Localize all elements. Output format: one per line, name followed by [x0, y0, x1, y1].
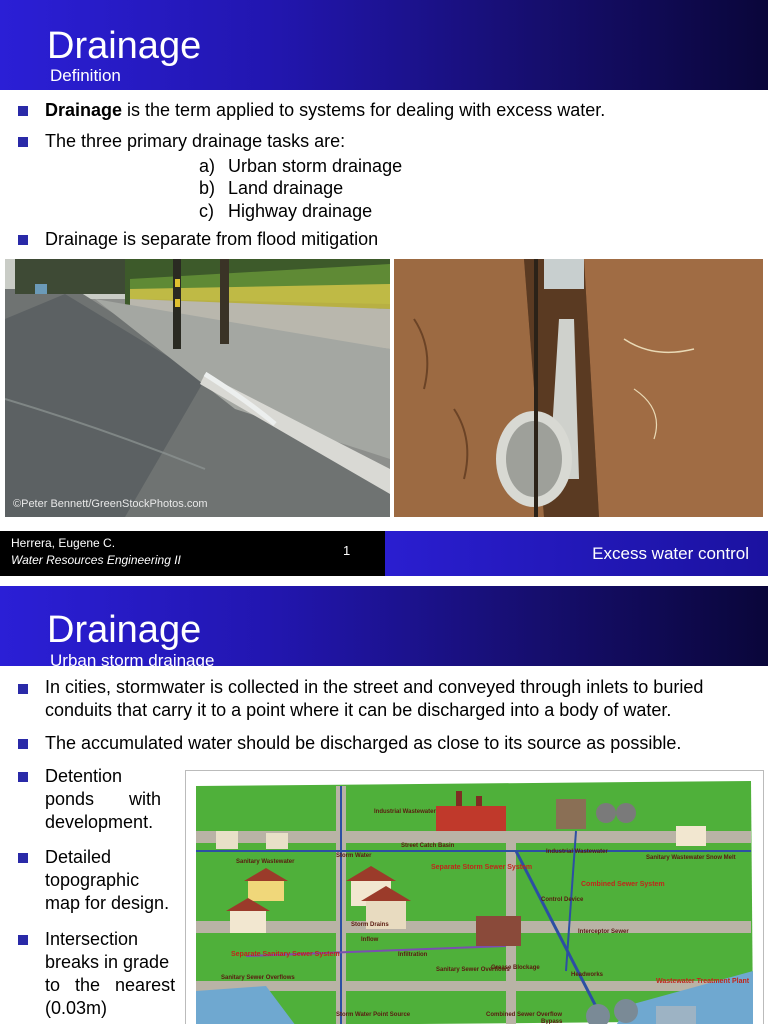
bullet-text: The accumulated water should be discharged as close to its source as possible. — [45, 733, 682, 753]
sub-item: b) Land drainage — [199, 178, 344, 198]
bullet-icon — [18, 235, 28, 245]
bullet-icon — [18, 772, 28, 782]
svg-text:Bypass: Bypass — [541, 1019, 563, 1024]
svg-text:Separate Storm Sewer System: Separate Storm Sewer System — [431, 864, 533, 871]
svg-text:Separate Sanitary Sewer System: Separate Sanitary Sewer System — [231, 951, 340, 958]
svg-text:Industrial Wastewater: Industrial Wastewater — [546, 849, 608, 855]
bullet-text: The three primary drainage tasks are: — [45, 131, 346, 151]
sub-item: c) Highway drainage — [199, 201, 373, 221]
footer-topic: Excess water control — [592, 544, 749, 563]
svg-text:Storm Water: Storm Water — [336, 853, 372, 859]
slide-title: Drainage — [47, 609, 202, 651]
svg-text:Street Catch Basin: Street Catch Basin — [401, 843, 455, 849]
svg-text:Sanitary Sewer Overflows: Sanitary Sewer Overflows — [436, 967, 510, 973]
svg-text:Snow Melt: Snow Melt — [706, 855, 736, 861]
bullet-icon — [18, 684, 28, 694]
svg-text:Infiltration: Infiltration — [398, 952, 428, 958]
svg-text:Sanitary Wastewater: Sanitary Wastewater — [646, 855, 705, 861]
sewer-system-diagram — [185, 770, 764, 1024]
slide-title: Drainage — [47, 25, 202, 67]
slide-subtitle: Definition — [50, 66, 121, 85]
bullet-icon — [18, 106, 28, 116]
street-flood-photo — [5, 259, 390, 517]
svg-text:Wastewater Treatment Plant: Wastewater Treatment Plant — [656, 978, 750, 985]
svg-text:Grease Blockage: Grease Blockage — [491, 965, 540, 971]
svg-text:Interceptor Sewer: Interceptor Sewer — [578, 929, 629, 935]
bullet-text: Drainage is the term applied to systems for dealing with excess water. — [45, 100, 606, 120]
page-number: 1 — [343, 543, 351, 558]
bullet-icon — [18, 853, 28, 863]
bullet-icon — [18, 935, 28, 945]
slide-header — [0, 0, 768, 90]
slide-subtitle: Urban storm drainage — [50, 651, 215, 670]
svg-text:Combined Sewer Overflow: Combined Sewer Overflow — [486, 1012, 563, 1018]
footer-course: Water Resources Engineering II — [11, 553, 181, 567]
slide-header — [0, 586, 768, 670]
svg-text:Combined Sewer System: Combined Sewer System — [581, 881, 665, 888]
svg-text:Sanitary Wastewater: Sanitary Wastewater — [236, 859, 295, 865]
side-bullet-text: Detailed topographic map for design. — [45, 847, 170, 913]
svg-text:Control Device: Control Device — [541, 897, 584, 903]
bullet-icon — [18, 137, 28, 147]
trench-pipe-photo — [394, 259, 763, 517]
bullet-text: Drainage is separate from flood mitigation — [45, 229, 379, 249]
svg-text:Storm Drains: Storm Drains — [351, 922, 389, 928]
svg-text:Inflow: Inflow — [361, 937, 379, 943]
bullet-icon — [18, 739, 28, 749]
footer-author: Herrera, Eugene C. — [11, 536, 116, 550]
photo-credit: ©Peter Bennett/GreenStockPhotos.com — [13, 498, 208, 510]
bullet-text: In cities, stormwater is collected in the street and conveyed through inlets to buried conduits that carry it to a point where it can be discharged into a body of water. — [45, 677, 704, 720]
sub-item: a) Urban storm drainage — [199, 156, 403, 176]
slide-2 — [0, 578, 768, 1024]
svg-text:Headworks: Headworks — [571, 972, 604, 978]
svg-text:Sanitary Sewer Overflows: Sanitary Sewer Overflows — [221, 975, 295, 981]
side-bullet-text: Detention ponds with development. — [45, 766, 162, 832]
side-bullet-text: Intersection breaks in grade to the nearest (0.03m) — [45, 929, 176, 1018]
svg-text:Storm Water Point Source: Storm Water Point Source — [336, 1012, 411, 1018]
svg-text:Industrial Wastewater: Industrial Wastewater — [374, 809, 436, 815]
